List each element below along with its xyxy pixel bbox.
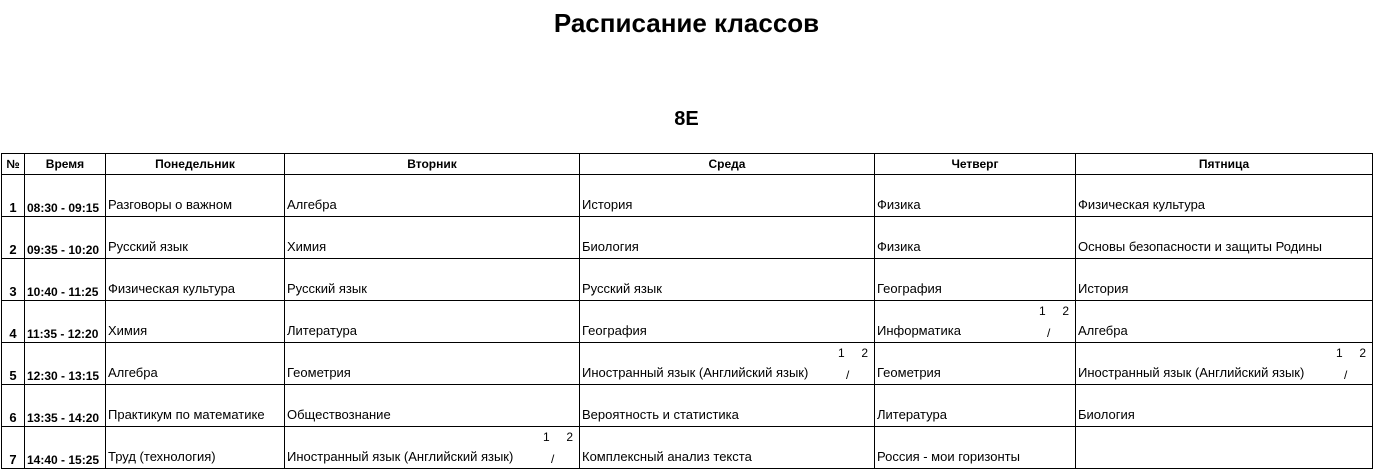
group-separator: / <box>1344 368 1348 382</box>
subject-name: Геометрия <box>287 365 351 380</box>
subject-name: Россия - мои горизонты <box>877 449 1020 464</box>
group-2-label: 2 <box>1062 304 1069 318</box>
table-row <box>2 427 1373 469</box>
cell-friday <box>1076 385 1373 427</box>
subject-name: Физическая культура <box>108 281 236 296</box>
subject-name: Алгебра <box>1078 323 1128 338</box>
subject-name: Алгебра <box>287 197 337 212</box>
cell-tuesday <box>285 217 580 259</box>
subject-name: Физика <box>877 239 921 254</box>
group-split <box>1033 304 1073 340</box>
table-row <box>2 385 1373 427</box>
cell-monday <box>106 175 285 217</box>
cell-tuesday <box>285 343 580 385</box>
header-monday: Понедельник <box>106 154 285 175</box>
cell-tuesday <box>285 427 580 469</box>
cell-wednesday <box>580 385 875 427</box>
lesson-number: 7 <box>2 427 25 469</box>
subject-name: Иностранный язык (Английский язык) <box>1078 365 1305 380</box>
header-thursday: Четверг <box>875 154 1076 175</box>
table-row <box>2 175 1373 217</box>
lesson-time: 14:40 - 15:25 <box>25 427 106 469</box>
subject-name: Геометрия <box>877 365 941 380</box>
group-separator: / <box>551 452 555 466</box>
cell-monday <box>106 427 285 469</box>
cell-wednesday <box>580 217 875 259</box>
table-row <box>2 217 1373 259</box>
group-split <box>1330 346 1370 382</box>
lesson-number: 3 <box>2 259 25 301</box>
subject-name: Иностранный язык (Английский язык) <box>582 365 809 380</box>
cell-wednesday <box>580 343 875 385</box>
group-split <box>832 346 872 382</box>
cell-thursday <box>875 385 1076 427</box>
header-row <box>2 154 1373 175</box>
lesson-number: 5 <box>2 343 25 385</box>
group-1-label: 1 <box>1336 346 1343 360</box>
class-name: 8Е <box>674 108 699 130</box>
cell-tuesday <box>285 385 580 427</box>
group-2-label: 2 <box>1359 346 1366 360</box>
cell-friday <box>1076 259 1373 301</box>
table-row <box>2 343 1373 385</box>
subject-name: Обществознание <box>287 407 391 422</box>
lesson-time: 13:35 - 14:20 <box>25 385 106 427</box>
group-1-label: 1 <box>543 430 550 444</box>
header-tuesday: Вторник <box>285 154 580 175</box>
subject-name: География <box>877 281 942 296</box>
lesson-number: 6 <box>2 385 25 427</box>
cell-tuesday <box>285 259 580 301</box>
cell-thursday <box>875 217 1076 259</box>
subject-name: Физика <box>877 197 921 212</box>
lesson-time: 12:30 - 13:15 <box>25 343 106 385</box>
lesson-number: 1 <box>2 175 25 217</box>
header-number: № <box>2 154 25 175</box>
cell-monday <box>106 301 285 343</box>
subject-name: Русский язык <box>582 281 662 296</box>
cell-friday <box>1076 301 1373 343</box>
cell-tuesday <box>285 301 580 343</box>
table-row <box>2 259 1373 301</box>
cell-friday <box>1076 217 1373 259</box>
cell-wednesday <box>580 259 875 301</box>
lesson-number: 2 <box>2 217 25 259</box>
group-1-label: 1 <box>838 346 845 360</box>
subject-name: Русский язык <box>108 239 188 254</box>
lesson-time: 09:35 - 10:20 <box>25 217 106 259</box>
subject-name: Информатика <box>877 323 961 338</box>
group-2-label: 2 <box>566 430 573 444</box>
cell-thursday <box>875 175 1076 217</box>
cell-thursday <box>875 343 1076 385</box>
lesson-number: 4 <box>2 301 25 343</box>
cell-friday <box>1076 427 1373 469</box>
cell-wednesday <box>580 301 875 343</box>
subject-name: Химия <box>287 239 327 254</box>
subject-name: Литература <box>877 407 947 422</box>
subject-name: Практикум по математике <box>108 407 265 422</box>
cell-monday <box>106 259 285 301</box>
cell-monday <box>106 217 285 259</box>
cell-friday <box>1076 175 1373 217</box>
subject-name: Иностранный язык (Английский язык) <box>287 449 514 464</box>
cell-wednesday <box>580 427 875 469</box>
cell-friday <box>1076 343 1373 385</box>
subject-name: Физическая культура <box>1078 197 1206 212</box>
group-1-label: 1 <box>1039 304 1046 318</box>
group-separator: / <box>1047 326 1051 340</box>
group-2-label: 2 <box>861 346 868 360</box>
schedule-table <box>1 153 1373 469</box>
subject-name: Биология <box>582 239 639 254</box>
cell-monday <box>106 385 285 427</box>
cell-tuesday <box>285 175 580 217</box>
subject-name: География <box>582 323 647 338</box>
lesson-time: 10:40 - 11:25 <box>25 259 106 301</box>
lesson-time: 11:35 - 12:20 <box>25 301 106 343</box>
schedule-body <box>2 175 1373 469</box>
subject-name: Алгебра <box>108 365 158 380</box>
cell-wednesday <box>580 175 875 217</box>
cell-thursday <box>875 427 1076 469</box>
subject-name: Труд (технология) <box>108 449 216 464</box>
cell-thursday <box>875 259 1076 301</box>
subject-name: Комплексный анализ текста <box>582 449 752 464</box>
subject-name: Вероятность и статистика <box>582 407 739 422</box>
table-row <box>2 301 1373 343</box>
subject-name: История <box>582 197 633 212</box>
subject-name: Основы безопасности и защиты Родины <box>1078 239 1323 254</box>
cell-monday <box>106 343 285 385</box>
header-wednesday: Среда <box>580 154 875 175</box>
subject-name: Русский язык <box>287 281 367 296</box>
subject-name: Литература <box>287 323 357 338</box>
page-title: Расписание классов <box>553 8 820 38</box>
group-separator: / <box>846 368 850 382</box>
subject-name: Биология <box>1078 407 1135 422</box>
cell-thursday <box>875 301 1076 343</box>
lesson-time: 08:30 - 09:15 <box>25 175 106 217</box>
header-friday: Пятница <box>1076 154 1373 175</box>
subject-name: Разговоры о важном <box>108 197 233 212</box>
header-time: Время <box>25 154 106 175</box>
group-split <box>537 430 577 466</box>
subject-name: Химия <box>108 323 148 338</box>
subject-name: История <box>1078 281 1129 296</box>
